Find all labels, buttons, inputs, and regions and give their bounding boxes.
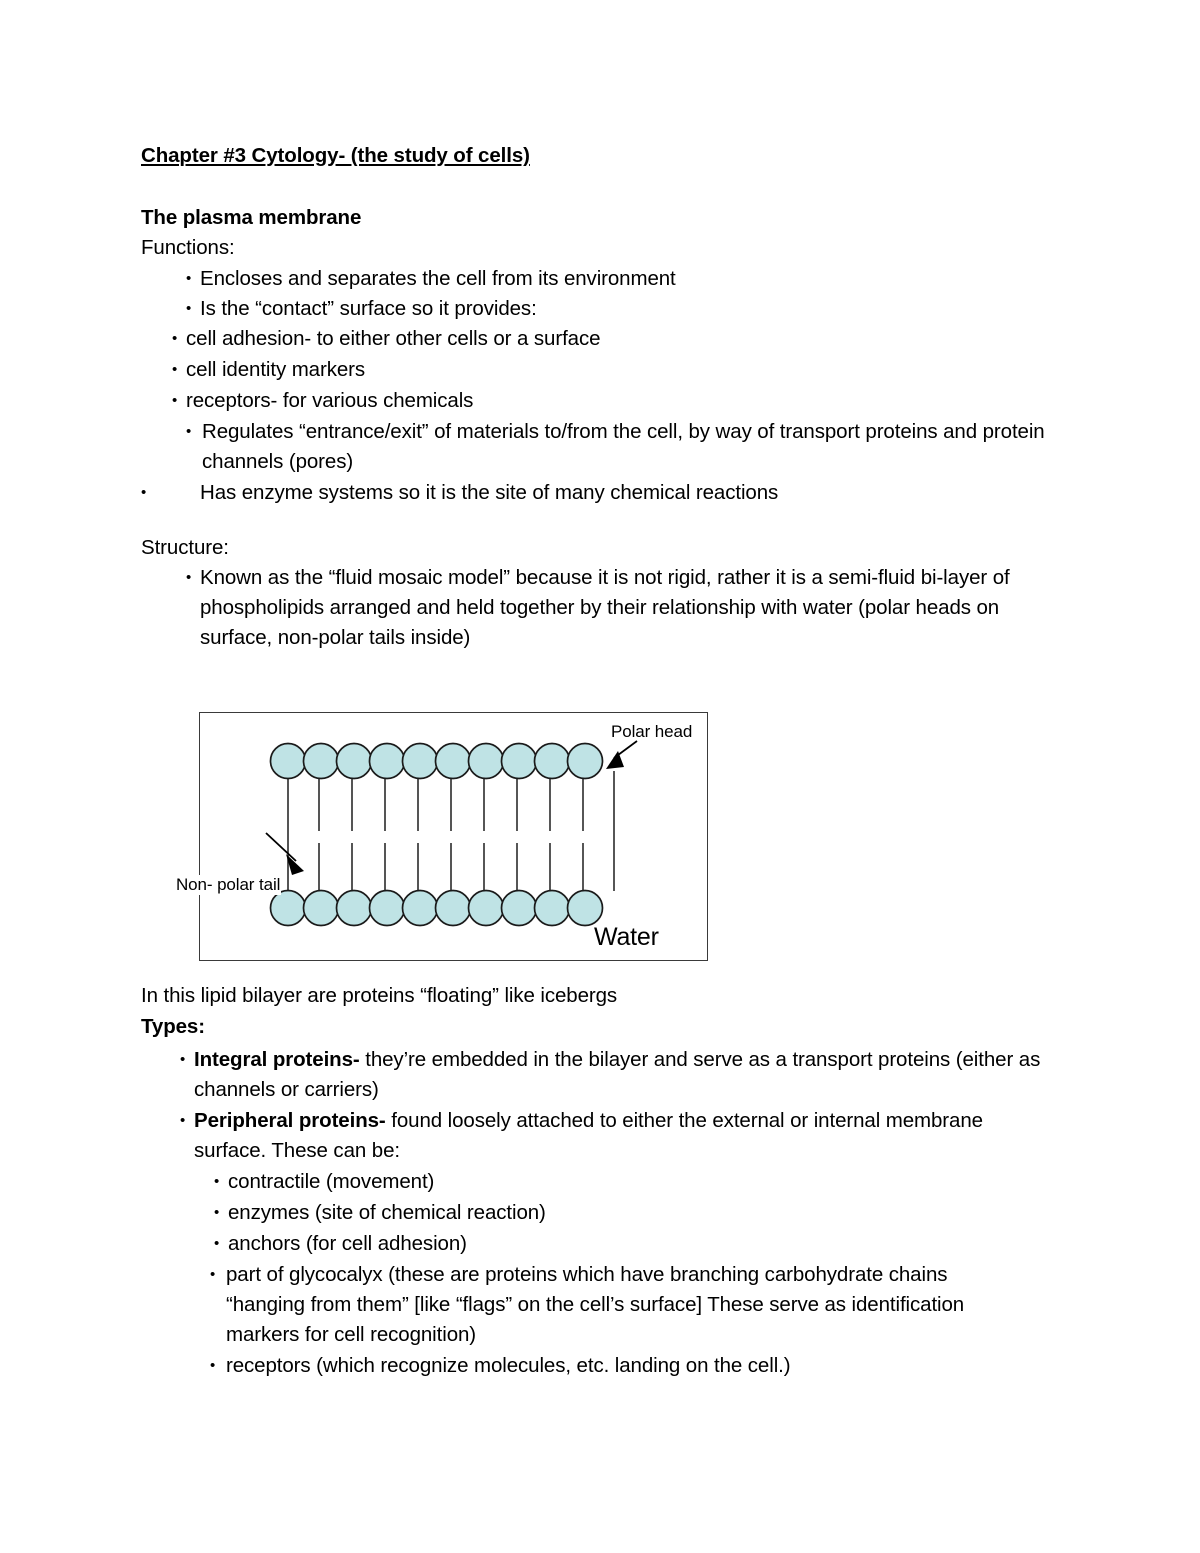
page-title: Chapter #3 Cytology- (the study of cells) (141, 144, 530, 167)
polar-head-arrow-icon (606, 741, 637, 769)
polar-head-row-top (271, 744, 603, 779)
list-item: anchors (for cell adhesion) (228, 1232, 467, 1255)
bullet-marker: • (214, 1235, 220, 1252)
polar-head (535, 744, 570, 779)
bullet-marker: • (210, 1357, 216, 1374)
integral-proteins-lead: Integral proteins- (194, 1048, 360, 1071)
polar-head (502, 891, 537, 926)
integral-proteins-rest: they’re embedded in the bilayer and serve as a transport proteins (either as channels or carriers) (194, 1048, 1041, 1101)
list-item: contractile (movement) (228, 1170, 435, 1193)
tail-lines-lower (319, 843, 583, 893)
list-item: receptors (which recognize molecules, etc. landing on the cell.) (226, 1354, 791, 1377)
list-item-integral-proteins (194, 1045, 1054, 1105)
list-item: part of glycocalyx (these are proteins which have branching carbohydrate chains “hanging from them” [like “flags” on the cell’s surface] These serve as identification markers for cell recognition) (226, 1263, 965, 1346)
list-item: Regulates “entrance/exit” of materials to/from the cell, by way of transport proteins and protein channels (pores) (202, 420, 1045, 473)
bullet-marker: • (180, 1051, 186, 1068)
polar-head (436, 891, 471, 926)
list-item: enzymes (site of chemical reaction) (228, 1201, 546, 1224)
polar-head (403, 744, 438, 779)
diagram-label-polar-head: Polar head (611, 722, 693, 741)
list-item: Encloses and separates the cell from its environment (200, 267, 676, 290)
bullet-marker: • (186, 423, 192, 440)
polar-head (469, 744, 504, 779)
polar-head (337, 891, 372, 926)
bullet-marker: • (186, 569, 192, 586)
bullet-marker: • (186, 270, 192, 287)
list-item: receptors- for various chemicals (186, 389, 474, 412)
polar-head (568, 744, 603, 779)
polar-head (370, 891, 405, 926)
polar-head (535, 891, 570, 926)
bullet-marker: • (214, 1204, 220, 1221)
bullet-marker: • (214, 1173, 220, 1190)
polar-head (304, 891, 339, 926)
bullet-marker: • (180, 1112, 186, 1129)
bullet-marker: • (172, 392, 178, 409)
non-polar-tail-arrow-icon (266, 833, 304, 875)
peripheral-proteins-rest: found loosely attached to either the external or internal membrane surface. These can be: (194, 1109, 983, 1162)
types-label: Types: (141, 1015, 205, 1038)
bullet-marker: • (141, 484, 147, 501)
polar-head (403, 891, 438, 926)
polar-head (568, 891, 603, 926)
list-item: cell adhesion- to either other cells or a surface (186, 327, 601, 350)
bullet-marker: • (186, 300, 192, 317)
section-heading-plasma-membrane: The plasma membrane (141, 206, 362, 229)
bullet-marker: • (172, 361, 178, 378)
bullet-marker: • (210, 1266, 216, 1283)
diagram-label-water: Water (594, 923, 659, 951)
list-item-peripheral-proteins (194, 1106, 1054, 1166)
polar-head (502, 744, 537, 779)
functions-label: Functions: (141, 236, 235, 259)
polar-head (436, 744, 471, 779)
list-item: Known as the “fluid mosaic model” because it is not rigid, rather it is a semi-fluid bi-layer of phospholipids arranged and held together by their relationship with water (polar heads on surface, non-polar tails inside) (200, 566, 1010, 649)
list-item: cell identity markers (186, 358, 366, 381)
peripheral-proteins-lead: Peripheral proteins- (194, 1109, 386, 1132)
lipid-bilayer-note: In this lipid bilayer are proteins “floating” like icebergs (141, 984, 618, 1007)
polar-head (304, 744, 339, 779)
polar-head (469, 891, 504, 926)
polar-head (370, 744, 405, 779)
structure-label: Structure: (141, 536, 229, 559)
polar-head (271, 891, 306, 926)
polar-head-row-bottom (271, 891, 603, 926)
bullet-marker: • (172, 330, 178, 347)
polar-head (337, 744, 372, 779)
list-item: Has enzyme systems so it is the site of many chemical reactions (200, 481, 779, 504)
polar-head (271, 744, 306, 779)
diagram-label-non-polar-tail: Non- polar tail (176, 875, 281, 894)
list-item: Is the “contact” surface so it provides: (200, 297, 537, 320)
